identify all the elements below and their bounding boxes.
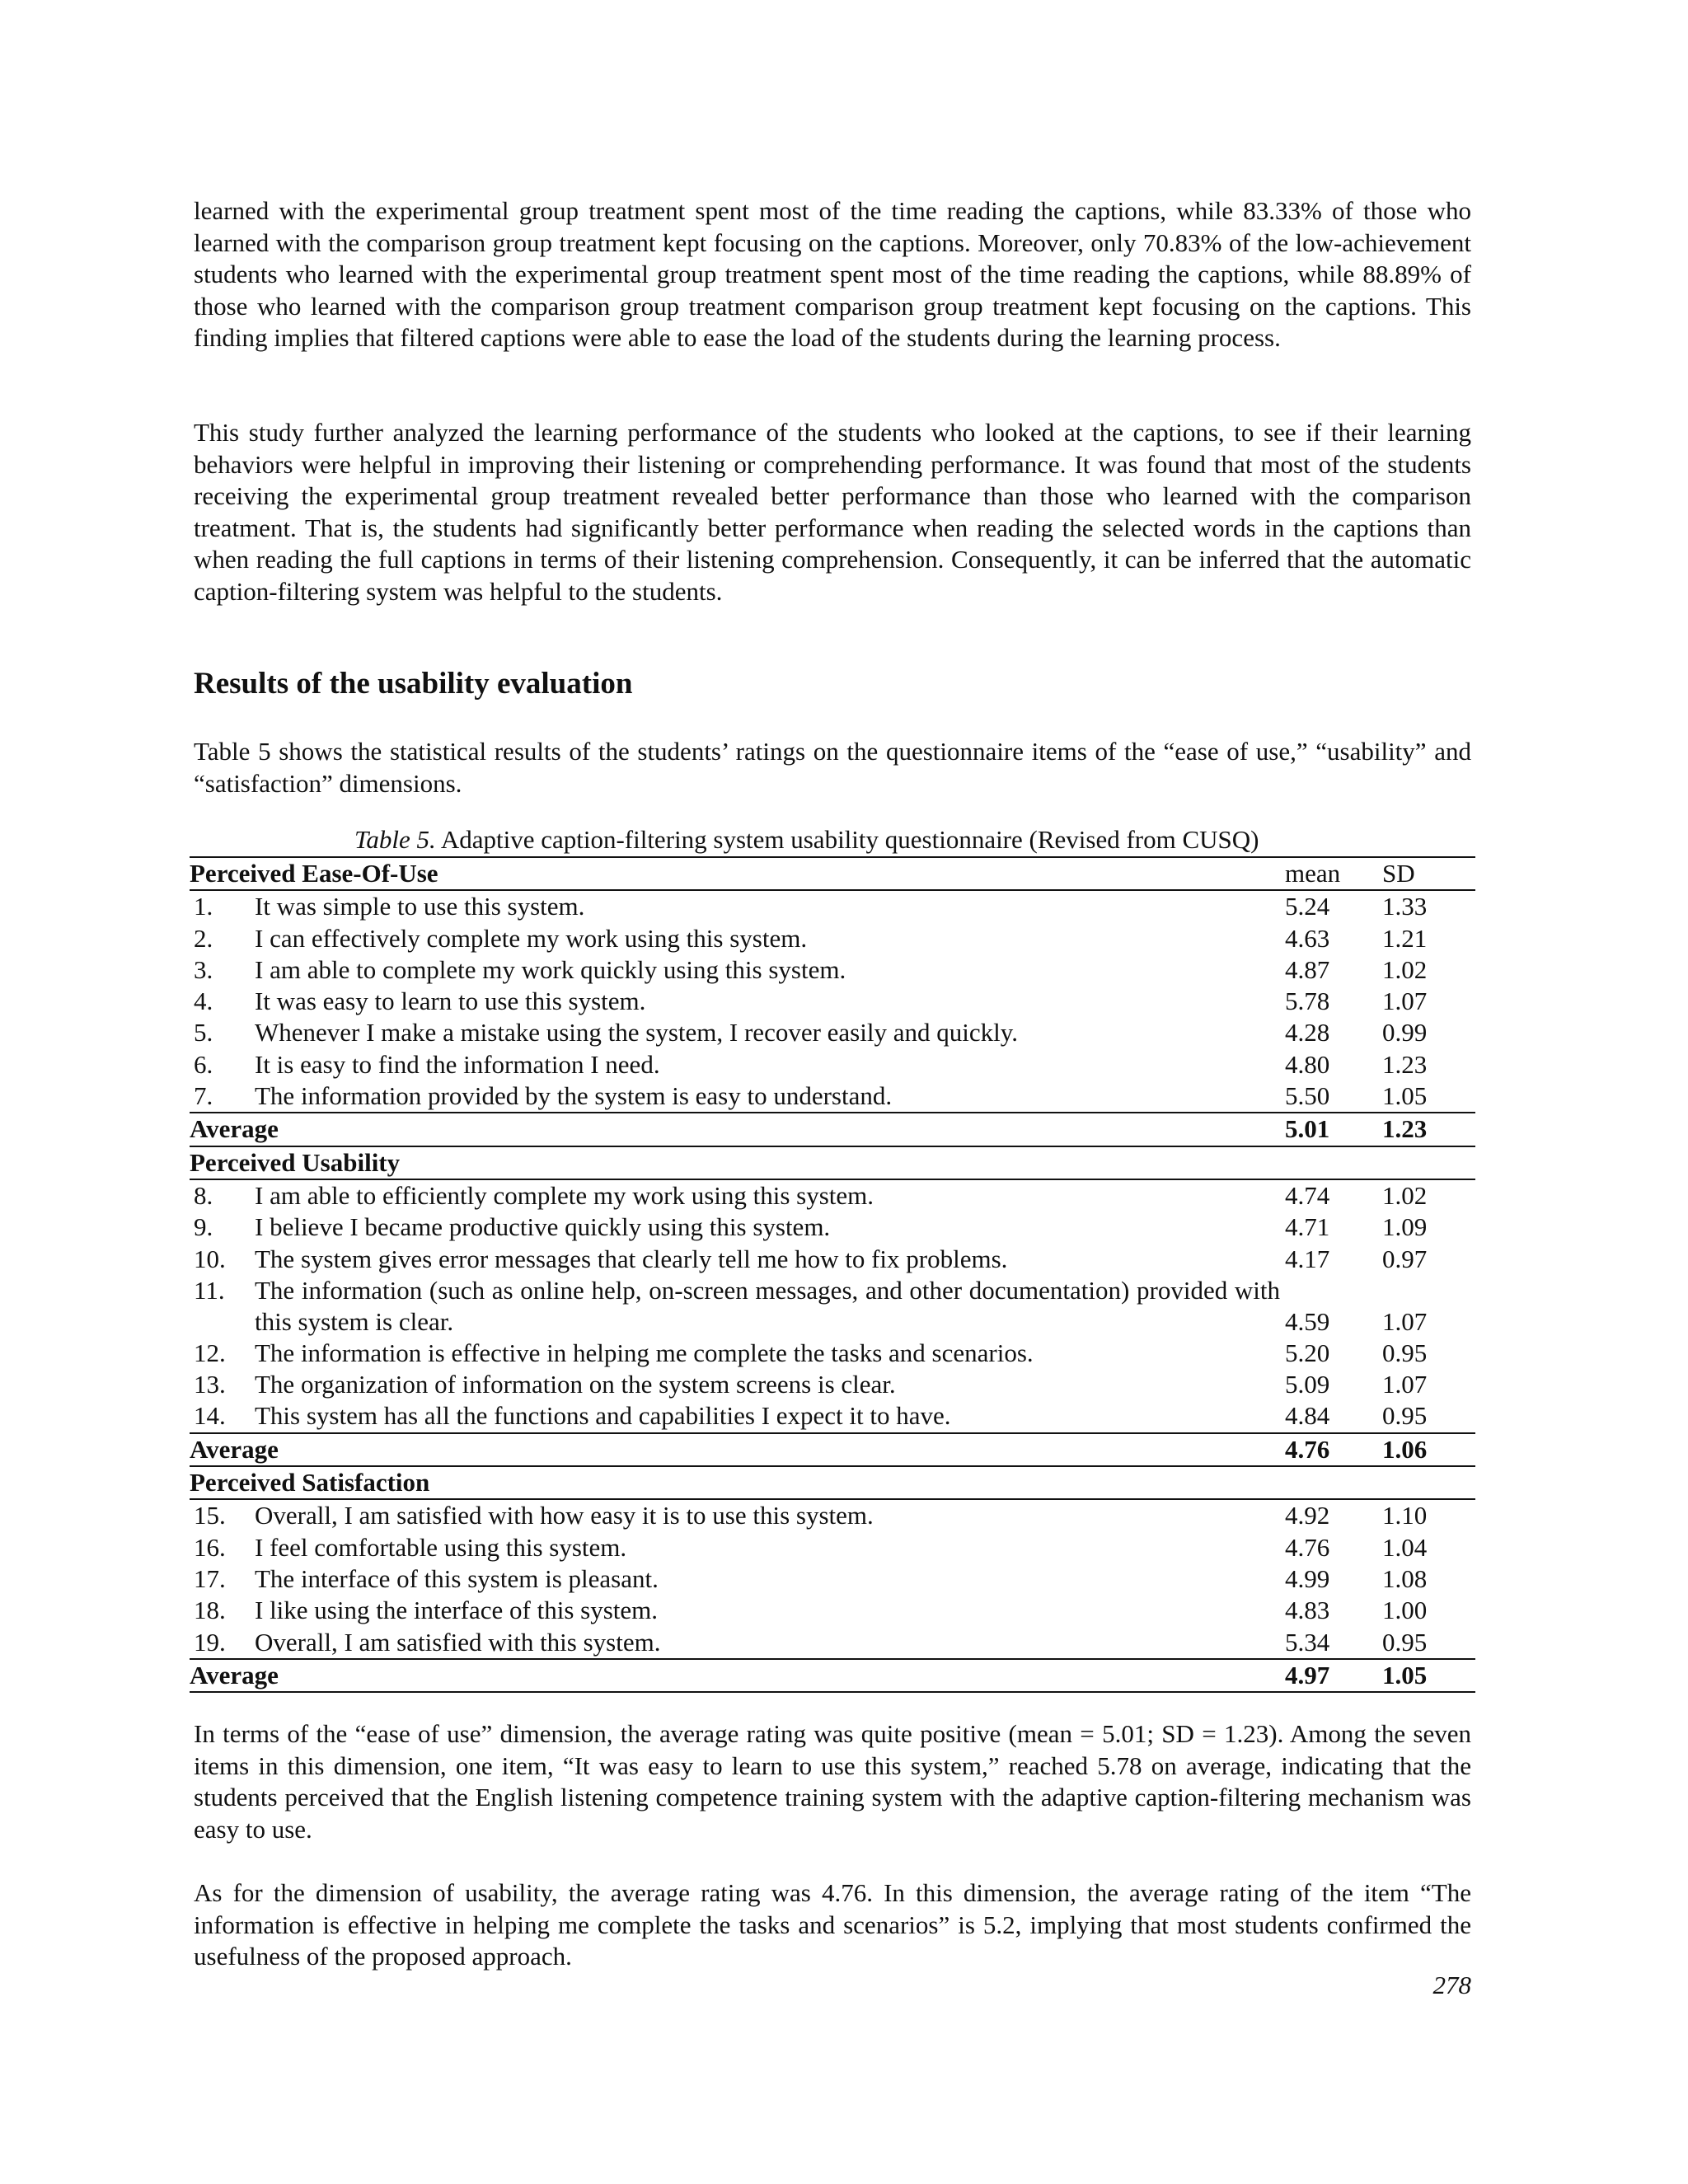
paragraph-learning-performance: This study further analyzed the learning performance of the students who looked at the captions, to see if their learning behaviors were helpful in improving their listening or comprehending performance. It was found that most of the students receiving the experimental group treatment revealed better performance than those who learned with the comparison treatment. That is, the students had significantly better performance when reading the selected words in the captions than when reading the full captions in terms of their listening comprehension. Consequently, it can be inferred that the automatic caption-filtering system was helpful to the students. xyxy=(194,418,1471,606)
item-number: 8. xyxy=(194,1180,213,1210)
item-mean: 4.74 xyxy=(1285,1180,1330,1210)
item-number: 1. xyxy=(194,892,213,921)
item-text: I believe I became productive quickly using this system. xyxy=(255,1212,831,1242)
item-number: 3. xyxy=(194,954,213,984)
item-mean: 5.78 xyxy=(1285,987,1330,1016)
page-number: 278 xyxy=(1432,1971,1471,1999)
item-text: I feel comfortable using this system. xyxy=(255,1532,627,1562)
section-title: Perceived Usability xyxy=(190,1146,1285,1179)
paragraph-ease-of-use: In terms of the “ease of use” dimension, the average rating was quite positive (mean = 5.01; SD = 1.23). Among the seven items in this dimension, one item, “It was easy to learn to use this system,” reached 5.78 on average, indicating that the students perceived that the English listening competence training system with the adaptive caption-filtering mechanism was easy to use. xyxy=(194,1719,1471,1844)
item-text: It is easy to find the information I need. xyxy=(255,1049,660,1079)
item-text: The information (such as online help, on-screen messages, and other documentation) provided with this system is clear. xyxy=(255,1275,1280,1336)
average-mean: 4.76 xyxy=(1285,1433,1382,1466)
column-header-mean-blank xyxy=(1285,1146,1382,1179)
item-number: 12. xyxy=(194,1338,226,1367)
item-number: 15. xyxy=(194,1501,226,1530)
table-row xyxy=(190,1244,1475,1275)
item-mean: 5.20 xyxy=(1285,1338,1330,1367)
table-row xyxy=(190,890,1475,922)
item-sd: 1.07 xyxy=(1382,1370,1428,1399)
item-number: 11. xyxy=(194,1275,225,1305)
table-row xyxy=(190,1499,1475,1531)
item-number: 14. xyxy=(194,1401,226,1431)
item-mean: 4.59 xyxy=(1285,1306,1330,1336)
item-sd: 0.95 xyxy=(1382,1338,1428,1367)
item-sd: 1.07 xyxy=(1382,987,1428,1016)
table-row xyxy=(190,1400,1475,1432)
section-header-row xyxy=(190,1466,1475,1499)
item-mean: 4.83 xyxy=(1285,1596,1330,1625)
average-label: Average xyxy=(190,1659,1285,1692)
item-sd: 1.04 xyxy=(1382,1532,1428,1562)
item-mean: 4.76 xyxy=(1285,1532,1330,1562)
item-mean: 4.63 xyxy=(1285,923,1330,953)
item-sd: 0.99 xyxy=(1382,1018,1428,1047)
item-sd: 0.97 xyxy=(1382,1244,1428,1273)
item-number: 5. xyxy=(194,1018,213,1047)
usability-table-body xyxy=(190,857,1475,1692)
item-number: 16. xyxy=(194,1532,226,1562)
item-mean: 5.09 xyxy=(1285,1370,1330,1399)
item-sd: 1.02 xyxy=(1382,1180,1428,1210)
paragraph-usability: As for the dimension of usability, the average rating was 4.76. In this dimension, the average rating of the item “The information is effective in helping me complete the tasks and scenarios” is 5.2, implying that most students confirmed the usefulness of the proposed approach. xyxy=(194,1878,1471,1971)
item-mean: 4.80 xyxy=(1285,1049,1330,1079)
column-header-mean-blank xyxy=(1285,1466,1382,1499)
item-text: The system gives error messages that clearly tell me how to fix problems. xyxy=(255,1244,1008,1273)
item-sd: 1.00 xyxy=(1382,1596,1428,1625)
average-mean: 5.01 xyxy=(1285,1113,1382,1146)
item-mean: 4.84 xyxy=(1285,1401,1330,1431)
average-sd: 1.06 xyxy=(1382,1433,1475,1466)
item-sd: 1.07 xyxy=(1382,1306,1428,1336)
average-label: Average xyxy=(190,1433,1285,1466)
item-mean: 5.24 xyxy=(1285,892,1330,921)
item-sd: 1.23 xyxy=(1382,1049,1428,1079)
table-row xyxy=(190,1212,1475,1243)
average-sd: 1.23 xyxy=(1382,1113,1475,1146)
item-mean: 4.17 xyxy=(1285,1244,1330,1273)
item-text: I like using the interface of this system. xyxy=(255,1596,658,1625)
item-text: I am able to efficiently complete my work using this system. xyxy=(255,1180,874,1210)
item-mean: 5.34 xyxy=(1285,1627,1330,1657)
table-caption-text: Adaptive caption-filtering system usability questionnaire (Revised from CUSQ) xyxy=(435,825,1259,854)
item-text: This system has all the functions and capabilities I expect it to have. xyxy=(255,1401,951,1431)
table-row xyxy=(190,1369,1475,1400)
item-number: 17. xyxy=(194,1563,226,1593)
section-header-row xyxy=(190,857,1475,890)
item-text: I am able to complete my work quickly using this system. xyxy=(255,954,846,984)
item-mean: 4.92 xyxy=(1285,1501,1330,1530)
table-row xyxy=(190,1017,1475,1048)
item-sd: 0.95 xyxy=(1382,1401,1428,1431)
item-mean: 4.71 xyxy=(1285,1212,1330,1242)
item-number: 9. xyxy=(194,1212,213,1242)
item-sd: 1.33 xyxy=(1382,892,1428,921)
item-number: 2. xyxy=(194,923,213,953)
item-text: It was simple to use this system. xyxy=(255,892,585,921)
column-header-sd-blank xyxy=(1382,1146,1475,1179)
item-text: Overall, I am satisfied with how easy it is to use this system. xyxy=(255,1501,874,1530)
table-row xyxy=(190,1049,1475,1080)
item-text: Whenever I make a mistake using the system, I recover easily and quickly. xyxy=(255,1018,1018,1047)
column-header-mean: mean xyxy=(1285,857,1382,890)
item-number: 10. xyxy=(194,1244,226,1273)
table-row xyxy=(190,954,1475,986)
column-header-sd: SD xyxy=(1382,857,1475,890)
item-mean: 4.28 xyxy=(1285,1018,1330,1047)
item-text: The information provided by the system is easy to understand. xyxy=(255,1081,893,1111)
item-text: The interface of this system is pleasant. xyxy=(255,1563,659,1593)
item-text: The information is effective in helping me complete the tasks and scenarios. xyxy=(255,1338,1034,1367)
item-number: 4. xyxy=(194,987,213,1016)
item-text: It was easy to learn to use this system. xyxy=(255,987,646,1016)
table-row xyxy=(190,986,1475,1017)
section-title: Perceived Satisfaction xyxy=(190,1466,1285,1499)
item-number: 6. xyxy=(194,1049,213,1079)
paragraph-results-captions: learned with the experimental group treatment spent most of the time reading the captions, while 83.33% of those who learned with the comparison group treatment kept focusing on the captions. Moreover, only 70.83% of the low-achievement students who learned with the experimental group treatment spent most of the time reading the captions, while 88.89% of those who learned with the comparison group treatment comparison group treatment kept focusing on the captions. This finding implies that filtered captions were able to ease the load of the students during the learning process. xyxy=(194,196,1471,352)
section-title: Perceived Ease-Of-Use xyxy=(190,857,1285,890)
item-text: The organization of information on the system screens is clear. xyxy=(255,1370,896,1399)
table-row xyxy=(190,1275,1475,1338)
item-sd: 0.95 xyxy=(1382,1627,1428,1657)
item-sd: 1.09 xyxy=(1382,1212,1428,1242)
item-text: I can effectively complete my work using this system. xyxy=(255,923,808,953)
average-row xyxy=(190,1659,1475,1692)
section-header-row xyxy=(190,1146,1475,1179)
item-number: 13. xyxy=(194,1370,226,1399)
average-row xyxy=(190,1113,1475,1146)
item-number: 18. xyxy=(194,1596,226,1625)
table-caption-label: Table 5. xyxy=(354,825,436,854)
item-sd: 1.05 xyxy=(1382,1081,1428,1111)
usability-table xyxy=(190,856,1475,1693)
table-row xyxy=(190,923,1475,954)
item-sd: 1.21 xyxy=(1382,923,1428,953)
item-number: 19. xyxy=(194,1627,226,1657)
item-mean: 4.99 xyxy=(1285,1563,1330,1593)
table-row xyxy=(190,1532,1475,1563)
section-heading: Results of the usability evaluation xyxy=(194,667,633,701)
table-row xyxy=(190,1627,1475,1659)
average-row xyxy=(190,1433,1475,1466)
paragraph-table-intro: Table 5 shows the statistical results of the students’ ratings on the questionnaire items of the “ease of use,” “usability” and “satisfaction” dimensions. xyxy=(194,737,1471,798)
average-mean: 4.97 xyxy=(1285,1659,1382,1692)
table-row xyxy=(190,1179,1475,1212)
average-sd: 1.05 xyxy=(1382,1659,1475,1692)
column-header-sd-blank xyxy=(1382,1466,1475,1499)
table-row xyxy=(190,1595,1475,1626)
item-sd: 1.08 xyxy=(1382,1563,1428,1593)
item-sd: 1.10 xyxy=(1382,1501,1428,1530)
item-number: 7. xyxy=(194,1081,213,1111)
average-label: Average xyxy=(190,1113,1285,1146)
table-row xyxy=(190,1338,1475,1369)
table-row xyxy=(190,1563,1475,1595)
item-mean: 4.87 xyxy=(1285,954,1330,984)
item-mean: 5.50 xyxy=(1285,1081,1330,1111)
table-caption xyxy=(354,824,1259,855)
item-text: Overall, I am satisfied with this system. xyxy=(255,1627,661,1657)
table-row xyxy=(190,1080,1475,1113)
item-sd: 1.02 xyxy=(1382,954,1428,984)
